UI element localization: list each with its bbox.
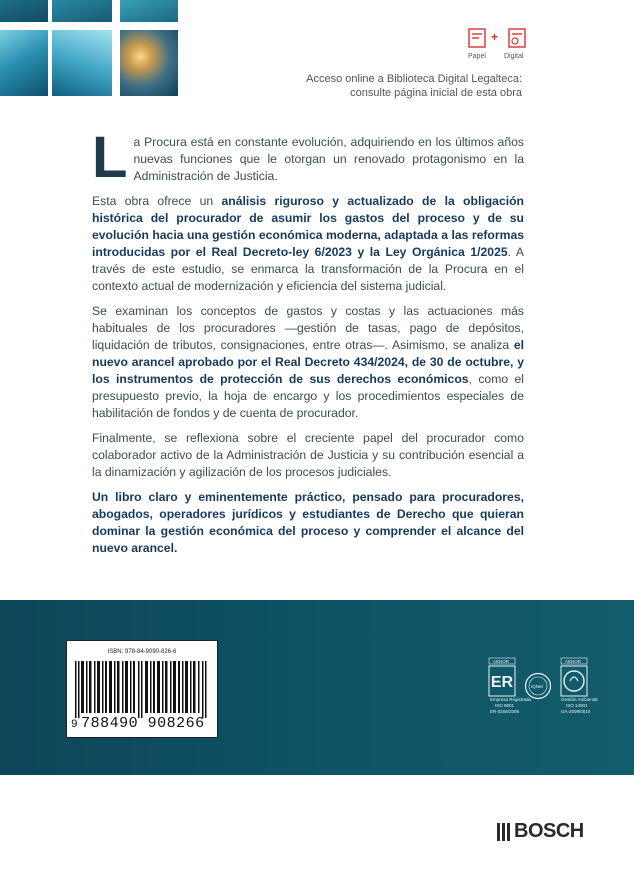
paragraph-4: Finalmente, se reflexiona sobre el creciente papel del procurador como colaborador activo de la Administración de Justicia y su contribución esencial a la dinamización y agilización de los procesos judiciales.	[92, 431, 524, 479]
format-badge	[468, 28, 528, 64]
plus-sign: +	[491, 30, 499, 44]
book-icon	[468, 28, 486, 48]
digital-label: Digital	[504, 53, 524, 60]
er-code: ER-0208/2006	[490, 709, 520, 714]
image-tile	[0, 0, 48, 22]
p2-text-a: Esta obra ofrece un	[92, 194, 222, 208]
access-line-1: Acceso online a Biblioteca Digital Legalteca:	[306, 73, 522, 85]
image-tile	[120, 30, 178, 96]
barcode-main-digits: 788490 908266	[81, 715, 205, 732]
p2-text-c: . A través de este estudio, se enmarca la transformación de la Procura en el contexto actual de modernización y eficiencia del sistema judicial.	[92, 245, 524, 293]
publisher-logo	[496, 820, 606, 844]
ebook-icon	[508, 28, 526, 48]
cover-image-tiles	[0, 0, 180, 100]
paragraph-2	[92, 193, 524, 295]
p3-text-c: , como el presupuesto previo, la hoja de encargo y los procedimientos especiales de habilitación de fondos y de cuenta de procurador.	[92, 372, 524, 420]
intro-paragraph	[92, 125, 524, 190]
drop-cap: L	[92, 125, 128, 190]
svg-text:ER: ER	[490, 674, 514, 691]
isbn-barcode	[66, 640, 218, 738]
er-caption: Empresa Registrada	[490, 697, 532, 702]
image-tile	[52, 30, 112, 96]
back-cover-text	[92, 125, 524, 565]
publisher-name: BOSCH	[514, 820, 584, 842]
barcode-first-digit: 9	[71, 719, 79, 731]
ga-standard: ISO 14001	[566, 703, 588, 708]
certifications	[488, 656, 598, 716]
intro-text: a Procura está en constante evolución, adquiriendo en los últimos años nuevas funciones que le otorgan un renovado protagonismo en la Administración de Justicia.	[133, 135, 524, 183]
ga-caption: Gestión Ambiental	[561, 697, 598, 702]
isbn-number: ISBN: 978-84-9090-826-6	[107, 649, 177, 655]
er-standard: ISO 9001	[495, 703, 515, 708]
image-tile	[0, 30, 48, 96]
ga-code: GA-2009/0010	[561, 709, 591, 714]
bosch-bars-icon	[496, 823, 512, 841]
closing-paragraph: Un libro claro y eminentemente práctico, pensado para procuradores, abogados, operadores jurídicos y estudiantes de Derecho que quieran dominar la gestión económica del proceso y comprender el alcance del nuevo arancel.	[92, 490, 524, 555]
image-tile	[120, 0, 178, 22]
p2-highlight: análisis riguroso y actualizado de la obligación histórica del procurador de asumir los gastos del proceso y de su evolución hacia una gestión económica moderna, adaptada a las reformas introducidas por el Real Decreto-ley 6/2023 y la Ley Orgánica 1/2025	[92, 194, 524, 259]
image-tile	[52, 0, 112, 22]
barcode-digits	[71, 715, 217, 732]
aenor-label: AENOR	[493, 659, 510, 664]
barcode-icon	[75, 661, 210, 718]
iqnet-label: IQNet	[531, 684, 543, 689]
aenor-label-2: AENOR	[565, 659, 582, 664]
access-line-2: consulte página inicial de esta obra	[350, 87, 522, 99]
online-access-note	[300, 72, 522, 100]
p3-highlight: el nuevo arancel aprobado por el Real Decreto 434/2024, de 30 de octubre, y los instrumentos de protección de sus derechos económicos	[92, 338, 524, 386]
paragraph-3	[92, 303, 524, 422]
paper-label: Papel	[468, 53, 486, 60]
p3-text-a: Se examinan los conceptos de gastos y costas y las actuaciones más habituales de los procuradores —gestión de tasas, pago de depósitos, liquidación de tributos, consignaciones, entre otras—. Asimismo, se analiza	[92, 304, 524, 352]
